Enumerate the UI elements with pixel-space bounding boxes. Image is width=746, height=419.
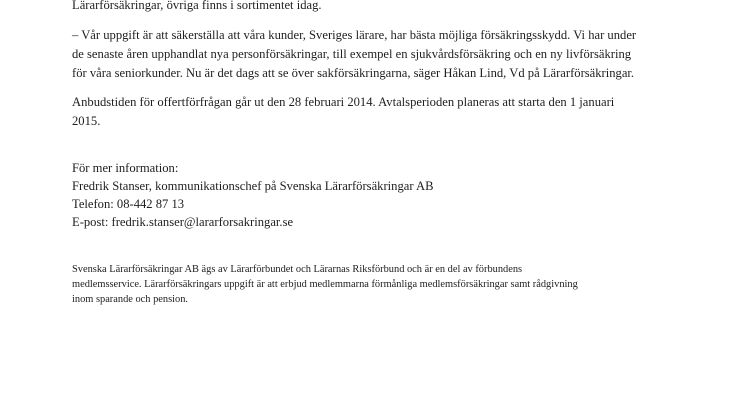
quote-line-1: – Vår uppgift är att säkerställa att våra kunder, Sveriges lärare, har bästa möjliga försäkringsskydd. Vi har under bbox=[72, 28, 637, 42]
quote-line-3: för våra seniorkunder. Nu är det dags att se över sakförsäkringarna, säger Håkan Lind, Vd på Lärarförsäkringar. bbox=[72, 66, 635, 80]
contact-name: Fredrik Stanser, kommunikationschef på Svenska Lärarförsäkringar AB bbox=[72, 179, 434, 193]
about-line-3: inom sparande och pension. bbox=[72, 294, 189, 305]
about-line-1: Svenska Lärarförsäkringar AB ägs av Lärarförbundet och Lärarnas Riksförbund och är en del av förbundens bbox=[72, 264, 523, 275]
intro-partial-line: Lärarförsäkringar, övriga finns i sortimentet idag. bbox=[72, 0, 322, 12]
contact-email: E-post: fredrik.stanser@lararforsakringar.se bbox=[72, 215, 294, 229]
deadline-line-2: 2015. bbox=[72, 114, 101, 128]
contact-phone: Telefon: 08-442 87 13 bbox=[72, 197, 185, 211]
deadline-line-1: Anbudstiden för offertförfrågan går ut den 28 februari 2014. Avtalsperioden planeras att starta den 1 januari bbox=[72, 95, 615, 109]
contact-heading: För mer information: bbox=[72, 161, 179, 175]
about-line-2: medlemsservice. Lärarförsäkringars uppgift är att erbjud medlemmarna förmånliga medlemsförsäkringar samt rådgivning bbox=[72, 279, 578, 290]
quote-line-2: de senaste åren upphandlat nya personförsäkringar, till exempel en sjukvårdsförsäkring och en ny livförsäkring bbox=[72, 47, 632, 61]
